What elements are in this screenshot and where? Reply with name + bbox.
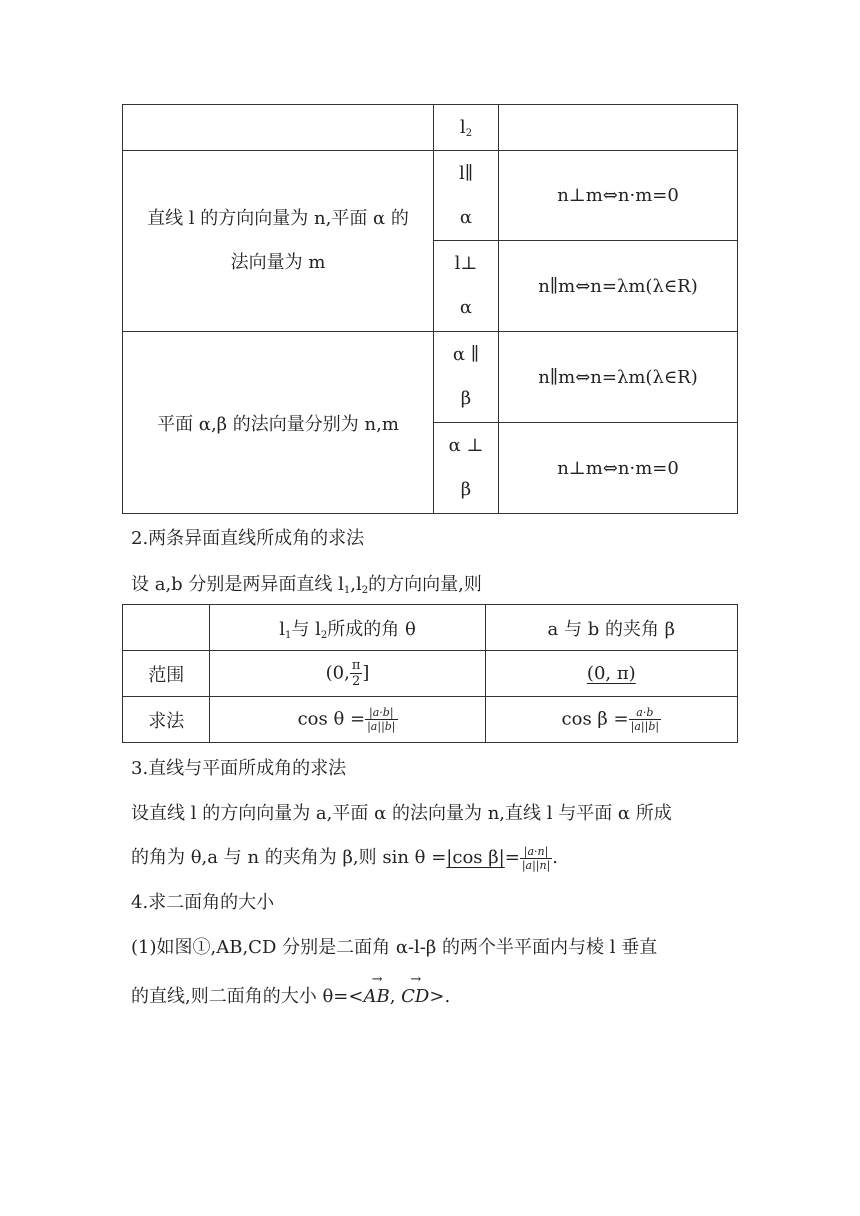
vector-ab: → AB xyxy=(363,986,389,1007)
section2-heading: 2.两条异面直线所成角的求法 xyxy=(131,528,365,549)
relation-parallel-planes: α ∥ β xyxy=(434,332,499,423)
range-beta: (0, π) xyxy=(485,651,737,697)
table1-blank-cell xyxy=(123,105,434,151)
relation-parallel-line-plane: l∥ α xyxy=(434,151,499,241)
table1-header-l2: $l_2$ xyxy=(434,105,499,151)
section3-heading: 3.直线与平面所成角的求法 xyxy=(131,758,347,779)
section4-heading: 4.求二面角的大小 xyxy=(131,892,275,913)
section2-intro: 设 a,b 分别是两异面直线 $l_1,l_2$的方向向量,则 xyxy=(131,574,482,596)
range-label: 范围 xyxy=(123,651,210,697)
formula-cell: n⊥m⇔n·m=0 xyxy=(499,151,738,241)
method-label: 求法 xyxy=(123,697,210,743)
method-beta: cos β = $\frac{a\cdot b}{|a||b|}$ xyxy=(485,697,737,743)
table2-header-beta: a 与 b 的夹角 β xyxy=(485,605,737,651)
section3-line2: 的角为 θ,a 与 n 的夹角为 β,则 sin θ =|cos β|= $\frac{|a\cdot n|}{|a||n|}$ . xyxy=(131,844,559,872)
plane-plane-condition: 平面 α,β 的法向量分别为 n,m xyxy=(123,332,434,514)
range-theta: (0, $\frac{\pi}{2}$ ] xyxy=(210,651,485,697)
formula-cell: n∥m⇔n=λm(λ∈R) xyxy=(499,241,738,332)
line-plane-condition: 直线 l 的方向向量为 n,平面 α 的 法向量为 m xyxy=(123,151,434,332)
table2-header-theta: $l_1$与 $l_2$所成的角 θ xyxy=(210,605,485,651)
vector-cd: → CD xyxy=(401,986,429,1007)
method-theta: cos θ = $\frac{|a\cdot b|}{|a||b|}$ xyxy=(210,697,485,743)
relation-perpendicular-planes: α ⊥ β xyxy=(434,423,499,514)
table2-blank-cell xyxy=(123,605,210,651)
formula-cell: n∥m⇔n=λm(λ∈R) xyxy=(499,332,738,423)
normal-vector-relation-table xyxy=(122,104,738,514)
table1-blank-cell xyxy=(499,105,738,151)
section4-line2: 的直线,则二面角的大小 θ=<→ AB, → CD>. xyxy=(131,982,450,1008)
formula-cell: n⊥m⇔n·m=0 xyxy=(499,423,738,514)
section4-line1: (1)如图①,AB,CD 分别是二面角 α-l-β 的两个半平面内与棱 l 垂直 xyxy=(131,937,658,958)
relation-perpendicular-line-plane: l⊥ α xyxy=(434,241,499,332)
skew-lines-angle-table xyxy=(122,604,738,743)
section3-line1: 设直线 l 的方向向量为 a,平面 α 的法向量为 n,直线 l 与平面 α 所成 xyxy=(131,803,672,824)
